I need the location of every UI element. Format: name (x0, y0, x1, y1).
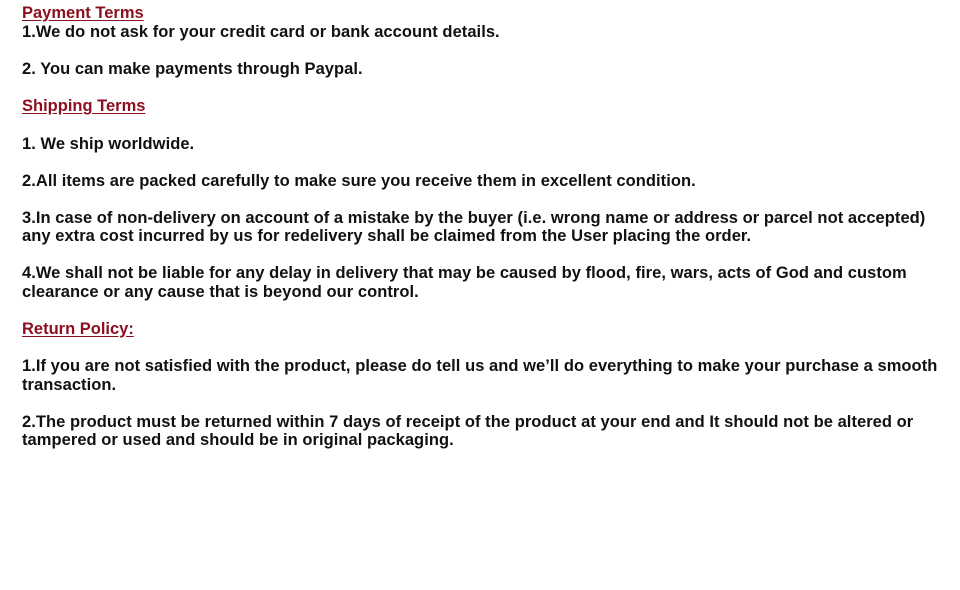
spacer (22, 116, 938, 135)
spacer (22, 301, 938, 320)
spacer (22, 339, 938, 358)
shipping-terms-section (22, 97, 938, 301)
shipping-term-item: 4.We shall not be liable for any delay in delivery that may be caused by flood, fire, wars, acts of God and custom clearance or any cause that is beyond our control. (22, 264, 907, 301)
shipping-terms-heading: Shipping Terms (22, 97, 146, 115)
payment-term-item: 1.We do not ask for your credit card or bank account details. (22, 23, 500, 41)
spacer (22, 42, 938, 61)
payment-terms-section (22, 4, 938, 79)
spacer (22, 153, 938, 172)
return-policy-section (22, 320, 938, 450)
shipping-term-item: 2.All items are packed carefully to make sure you receive them in excellent condition. (22, 171, 696, 190)
return-policy-item: 2.The product must be returned within 7 days of receipt of the product at your end and It should not be altered or tampered or used and should be in original packaging. (22, 412, 914, 449)
payment-term-item: 2. You can make payments through Paypal. (22, 60, 363, 78)
spacer (22, 190, 938, 209)
return-policy-item: 1.If you are not satisfied with the product, please do tell us and we’ll do everything to make your purchase a smooth transaction. (22, 357, 938, 394)
shipping-term-item: 3.In case of non-delivery on account of a mistake by the buyer (i.e. wrong name or address or parcel not accepted) any extra cost incurred by us for redelivery shall be claimed from the User placing the order. (22, 208, 926, 245)
payment-terms-heading: Payment Terms (22, 4, 144, 22)
spacer (22, 394, 938, 413)
return-policy-heading: Return Policy: (22, 319, 134, 338)
shipping-term-item: 1. We ship worldwide. (22, 134, 195, 153)
spacer (22, 79, 938, 98)
spacer (22, 246, 938, 265)
